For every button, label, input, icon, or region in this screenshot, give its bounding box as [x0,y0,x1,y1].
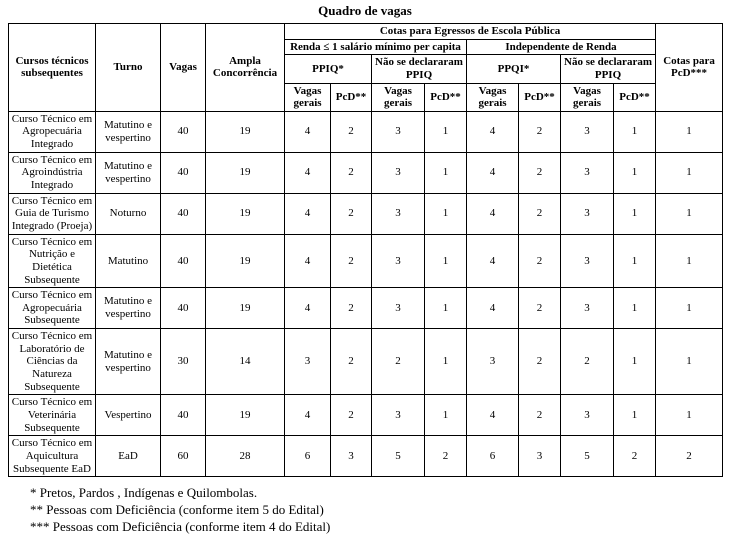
quota-cell: 1 [656,329,723,395]
turno-cell: Matutino e vespertino [96,152,161,193]
header-independente-group: Independente de Renda [467,39,656,55]
quota-cell: 3 [372,288,425,329]
quota-cell: 1 [614,111,656,152]
vagas-cell: 40 [161,152,206,193]
course-cell: Curso Técnico em Agropecuária Integrado [9,111,96,152]
header-ppqi: PPQI* [467,55,561,83]
turno-cell: Noturno [96,193,161,234]
header-pcd: PcD** [519,83,561,111]
ampla-concorrencia-cell: 19 [206,193,285,234]
quadro-de-vagas-table [8,23,723,477]
footnotes [30,484,730,535]
quota-cell: 3 [285,329,331,395]
quota-cell: 2 [425,436,467,477]
header-courses: Cursos técnicos subsequentes [9,24,96,112]
quota-cell: 4 [285,234,331,288]
quota-cell: 2 [331,234,372,288]
header-renda-group: Renda ≤ 1 salário mínimo per capita [285,39,467,55]
turno-cell: Matutino e vespertino [96,111,161,152]
quota-cell: 1 [614,234,656,288]
vagas-cell: 40 [161,395,206,436]
quota-cell: 2 [561,329,614,395]
quota-cell: 4 [467,193,519,234]
vagas-cell: 30 [161,329,206,395]
course-cell: Curso Técnico em Aquicultura Subsequente EaD [9,436,96,477]
quota-cell: 2 [519,152,561,193]
ampla-concorrencia-cell: 19 [206,234,285,288]
quota-cell: 4 [285,111,331,152]
quota-cell: 4 [467,395,519,436]
quota-cell: 1 [656,193,723,234]
quota-cell: 1 [425,395,467,436]
turno-cell: Matutino [96,234,161,288]
quota-cell: 4 [467,288,519,329]
table-row [9,329,723,395]
quota-cell: 6 [467,436,519,477]
quota-cell: 2 [331,329,372,395]
quota-cell: 3 [372,111,425,152]
quota-cell: 4 [467,152,519,193]
quota-cell: 1 [425,193,467,234]
quota-cell: 5 [372,436,425,477]
quota-cell: 1 [656,234,723,288]
quota-cell: 1 [614,329,656,395]
ampla-concorrencia-cell: 19 [206,288,285,329]
quota-cell: 2 [331,193,372,234]
quota-cell: 1 [614,395,656,436]
header-vagas-gerais: Vagas gerais [285,83,331,111]
table-row [9,111,723,152]
vagas-cell: 40 [161,288,206,329]
quota-cell: 4 [467,234,519,288]
header-vagas-gerais: Vagas gerais [561,83,614,111]
quota-cell: 2 [331,152,372,193]
quota-cell: 3 [372,152,425,193]
quota-cell: 4 [285,152,331,193]
header-ppiq: PPIQ* [285,55,372,83]
quota-cell: 1 [656,288,723,329]
quota-cell: 2 [372,329,425,395]
quota-cell: 2 [519,193,561,234]
quota-cell: 2 [331,111,372,152]
quota-cell: 1 [614,152,656,193]
quota-cell: 3 [331,436,372,477]
ampla-concorrencia-cell: 19 [206,111,285,152]
header-cotas-group: Cotas para Egressos de Escola Pública [285,24,656,40]
header-nao-declararam-ppiq: Não se declararam PPIQ [561,55,656,83]
header-vagas: Vagas [161,24,206,112]
quota-cell: 2 [614,436,656,477]
quota-cell: 3 [467,329,519,395]
quota-cell: 3 [372,395,425,436]
turno-cell: Vespertino [96,395,161,436]
table-row [9,234,723,288]
quota-cell: 3 [561,234,614,288]
quota-cell: 1 [425,329,467,395]
header-ampla-concorrencia: Ampla Concorrência [206,24,285,112]
quota-cell: 1 [614,193,656,234]
quota-cell: 1 [656,111,723,152]
header-pcd: PcD** [425,83,467,111]
header-vagas-gerais: Vagas gerais [467,83,519,111]
course-cell: Curso Técnico em Veterinária Subsequente [9,395,96,436]
course-cell: Curso Técnico em Guia de Turismo Integrado (Proeja) [9,193,96,234]
quota-cell: 1 [425,111,467,152]
footnote-pcd-item5: ** Pessoas com Deficiência (conforme item 5 do Edital) [30,502,324,518]
quota-cell: 2 [519,329,561,395]
header-vagas-gerais: Vagas gerais [372,83,425,111]
turno-cell: EaD [96,436,161,477]
quota-cell: 4 [285,395,331,436]
header-nao-declararam-ppiq: Não se declararam PPIQ [372,55,467,83]
turno-cell: Matutino e vespertino [96,329,161,395]
vagas-cell: 60 [161,436,206,477]
quota-cell: 2 [519,395,561,436]
table-row [9,288,723,329]
quota-cell: 1 [425,288,467,329]
table-row [9,436,723,477]
course-cell: Curso Técnico em Agropecuária Subsequente [9,288,96,329]
quota-cell: 3 [372,234,425,288]
vagas-cell: 40 [161,111,206,152]
quota-cell: 1 [425,234,467,288]
vagas-cell: 40 [161,193,206,234]
quota-cell: 3 [561,111,614,152]
quota-cell: 4 [285,193,331,234]
table-row [9,395,723,436]
quota-cell: 3 [561,193,614,234]
vagas-cell: 40 [161,234,206,288]
course-cell: Curso Técnico em Laboratório de Ciências da Natureza Subsequente [9,329,96,395]
page-title: Quadro de vagas [318,3,412,18]
ampla-concorrencia-cell: 28 [206,436,285,477]
header-turno: Turno [96,24,161,112]
quota-cell: 3 [561,288,614,329]
ampla-concorrencia-cell: 19 [206,395,285,436]
ampla-concorrencia-cell: 14 [206,329,285,395]
course-cell: Curso Técnico em Nutrição e Dietética Subsequente [9,234,96,288]
table-row [9,193,723,234]
footnote-ppiq: * Pretos, Pardos , Indígenas e Quilombolas. [30,485,258,501]
table-row [9,152,723,193]
table-header [9,24,723,112]
table-body [9,111,723,476]
quota-cell: 2 [519,288,561,329]
header-pcd: PcD** [331,83,372,111]
quota-cell: 1 [656,152,723,193]
quota-cell: 1 [656,395,723,436]
quota-cell: 3 [372,193,425,234]
quota-cell: 2 [519,234,561,288]
course-cell: Curso Técnico em Agroindústria Integrado [9,152,96,193]
quota-cell: 2 [331,288,372,329]
quota-cell: 3 [519,436,561,477]
quota-cell: 4 [467,111,519,152]
header-pcd: PcD** [614,83,656,111]
ampla-concorrencia-cell: 19 [206,152,285,193]
header-cotas-pcd: Cotas para PcD*** [656,24,723,112]
quota-cell: 3 [561,152,614,193]
quota-cell: 6 [285,436,331,477]
quota-cell: 5 [561,436,614,477]
footnote-pcd-item4: *** Pessoas com Deficiência (conforme item 4 do Edital) [30,519,331,535]
quota-cell: 2 [519,111,561,152]
quota-cell: 2 [331,395,372,436]
quota-cell: 1 [614,288,656,329]
quota-cell: 2 [656,436,723,477]
quota-cell: 4 [285,288,331,329]
quota-cell: 1 [425,152,467,193]
turno-cell: Matutino e vespertino [96,288,161,329]
quota-cell: 3 [561,395,614,436]
